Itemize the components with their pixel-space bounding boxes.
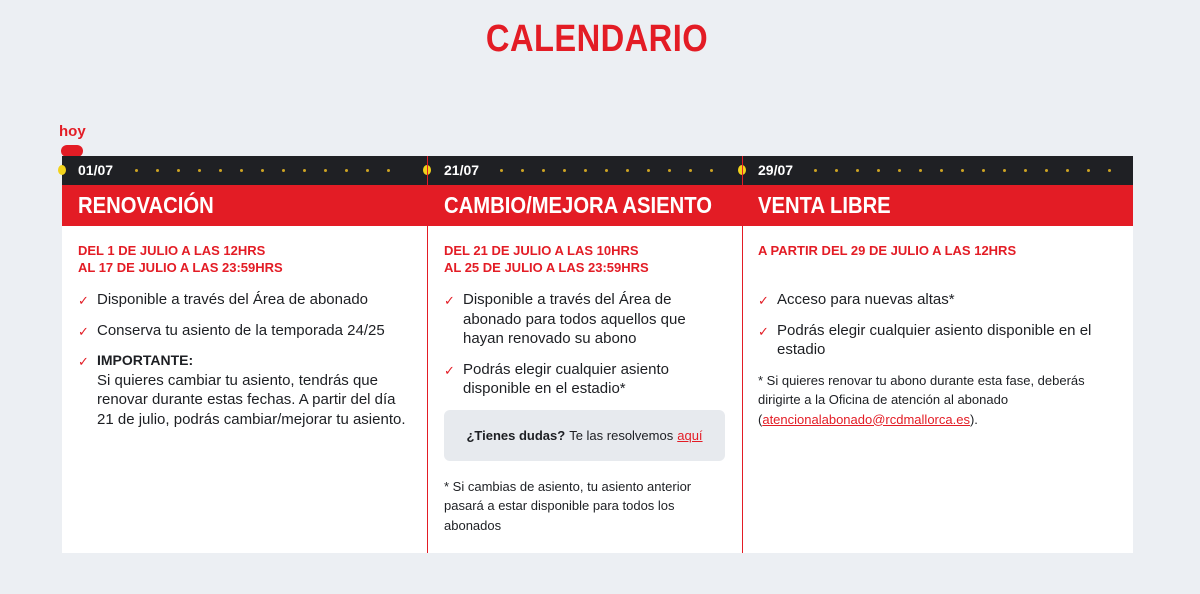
faq-text: Te las resolvemos [569,427,674,443]
timeline-dot [198,169,201,172]
timeline-dot [940,169,943,172]
list-item-text: Podrás elegir cualquier asiento disponible en el estadio [777,321,1092,358]
faq-box [444,410,725,461]
seat-change-note: * Si cambias de asiento, tu asiento anterior pasará a estar disponible para todos los abonados [444,478,692,533]
list-item [444,290,728,349]
timeline-dot [626,169,629,172]
list-item [758,290,1118,310]
phase-column-cambio [444,242,728,535]
timeline-dot [324,169,327,172]
timeline-dot [219,169,222,172]
timeline-dot [584,169,587,172]
timeline-dot [898,169,901,172]
list-item-text: Podrás elegir cualquier asiento disponible en el estadio* [463,360,669,397]
phase-title-2: CAMBIO/MEJORA ASIENTO [444,192,713,218]
list-item-text: Acceso para nuevas altas* [777,291,955,308]
renewal-note-end: ). [969,411,978,427]
office-email-link[interactable]: atencionalabonado@rcdmallorca.es [762,411,970,427]
timeline-dot [605,169,608,172]
timeline-dot [647,169,650,172]
phase-date-1: 01/07 [78,162,114,178]
list-item [78,321,413,341]
timeline-dot [1003,169,1006,172]
phase-dates-line: A PARTIR DEL 29 DE JULIO A LAS 12HRS [758,243,1017,258]
important-text: Si quieres cambiar tu asiento, tendrás que renovar durante estas fechas. A partir del día 21 de julio, podrás cambiar/mejorar tu asiento. [97,371,406,428]
phase-column-renovacion [78,242,413,440]
timeline-dot [835,169,838,172]
timeline-dot [366,169,369,172]
feature-list [758,290,1118,360]
list-item [758,321,1118,360]
timeline-dot [177,169,180,172]
phase-dates-text [444,242,728,276]
timeline-dot [982,169,985,172]
timeline-dot [345,169,348,172]
phase-dates-line: DEL 1 DE JULIO A LAS 12HRS [78,243,266,258]
timeline-dot [1045,169,1048,172]
timeline-dot [563,169,566,172]
timeline-dot [689,169,692,172]
timeline-dot [135,169,138,172]
renewal-note-text: * Si quieres renovar tu abono durante esta fase, deberás dirigirte a la Oficina de atención al abonado ( [758,372,1085,427]
feature-list [78,290,413,429]
timeline-bar [62,156,1133,185]
calendar-board [62,156,1133,553]
timeline-dot [387,169,390,172]
timeline-dot [1108,169,1111,172]
timeline-dot [814,169,817,172]
timeline-dot [303,169,306,172]
renewal-note [758,371,1118,430]
timeline-dot [282,169,285,172]
timeline-dot [856,169,859,172]
faq-link[interactable]: aquí [677,427,703,443]
timeline-dot [877,169,880,172]
faq-question: ¿Tienes dudas? [466,427,566,443]
list-item-text: Disponible a través del Área de abonado para todos aquellos que hayan renovado su abono [463,291,686,347]
check-icon: ✓ [78,354,89,369]
phase-dates-line: AL 25 DE JULIO A LAS 23:59HRS [444,260,649,275]
timeline-dot [542,169,545,172]
phase-dates-text [758,242,1118,259]
important-item [78,351,413,429]
column-divider [427,156,428,553]
timeline-dot [961,169,964,172]
check-icon: ✓ [78,293,89,308]
list-item [444,360,728,399]
timeline-dot [240,169,243,172]
today-label: hoy [59,123,86,140]
timeline-dot [1087,169,1090,172]
timeline-dot [156,169,159,172]
check-icon: ✓ [444,293,455,308]
phase-date-2: 21/07 [444,162,480,178]
list-item [78,290,413,310]
important-heading: IMPORTANTE: [97,352,194,368]
timeline-dot [1024,169,1027,172]
phase-dates-line: AL 17 DE JULIO A LAS 23:59HRS [78,260,283,275]
check-icon: ✓ [758,323,769,339]
list-item-text: Disponible a través del Área de abonado [97,291,369,308]
phase-marker-1 [58,165,66,175]
check-icon: ✓ [444,362,455,378]
timeline-dot [521,169,524,172]
phase-date-3: 29/07 [758,162,794,178]
phase-title-1: RENOVACIÓN [78,192,214,218]
timeline-dot [710,169,713,172]
page-title: CALENDARIO [485,18,709,60]
phase-title-3: VENTA LIBRE [758,192,891,218]
feature-list [444,290,728,399]
timeline-dot [919,169,922,172]
phase-dates-line: DEL 21 DE JULIO A LAS 10HRS [444,243,639,258]
column-divider [742,156,743,553]
check-icon: ✓ [78,323,89,339]
timeline-dot [1066,169,1069,172]
list-item-text: Conserva tu asiento de la temporada 24/25 [97,321,385,339]
phase-column-venta-libre [758,242,1118,429]
check-icon: ✓ [758,293,769,308]
timeline-dot [261,169,264,172]
phase-dates-text [78,242,413,276]
timeline-dot [668,169,671,172]
timeline-dot [500,169,503,172]
